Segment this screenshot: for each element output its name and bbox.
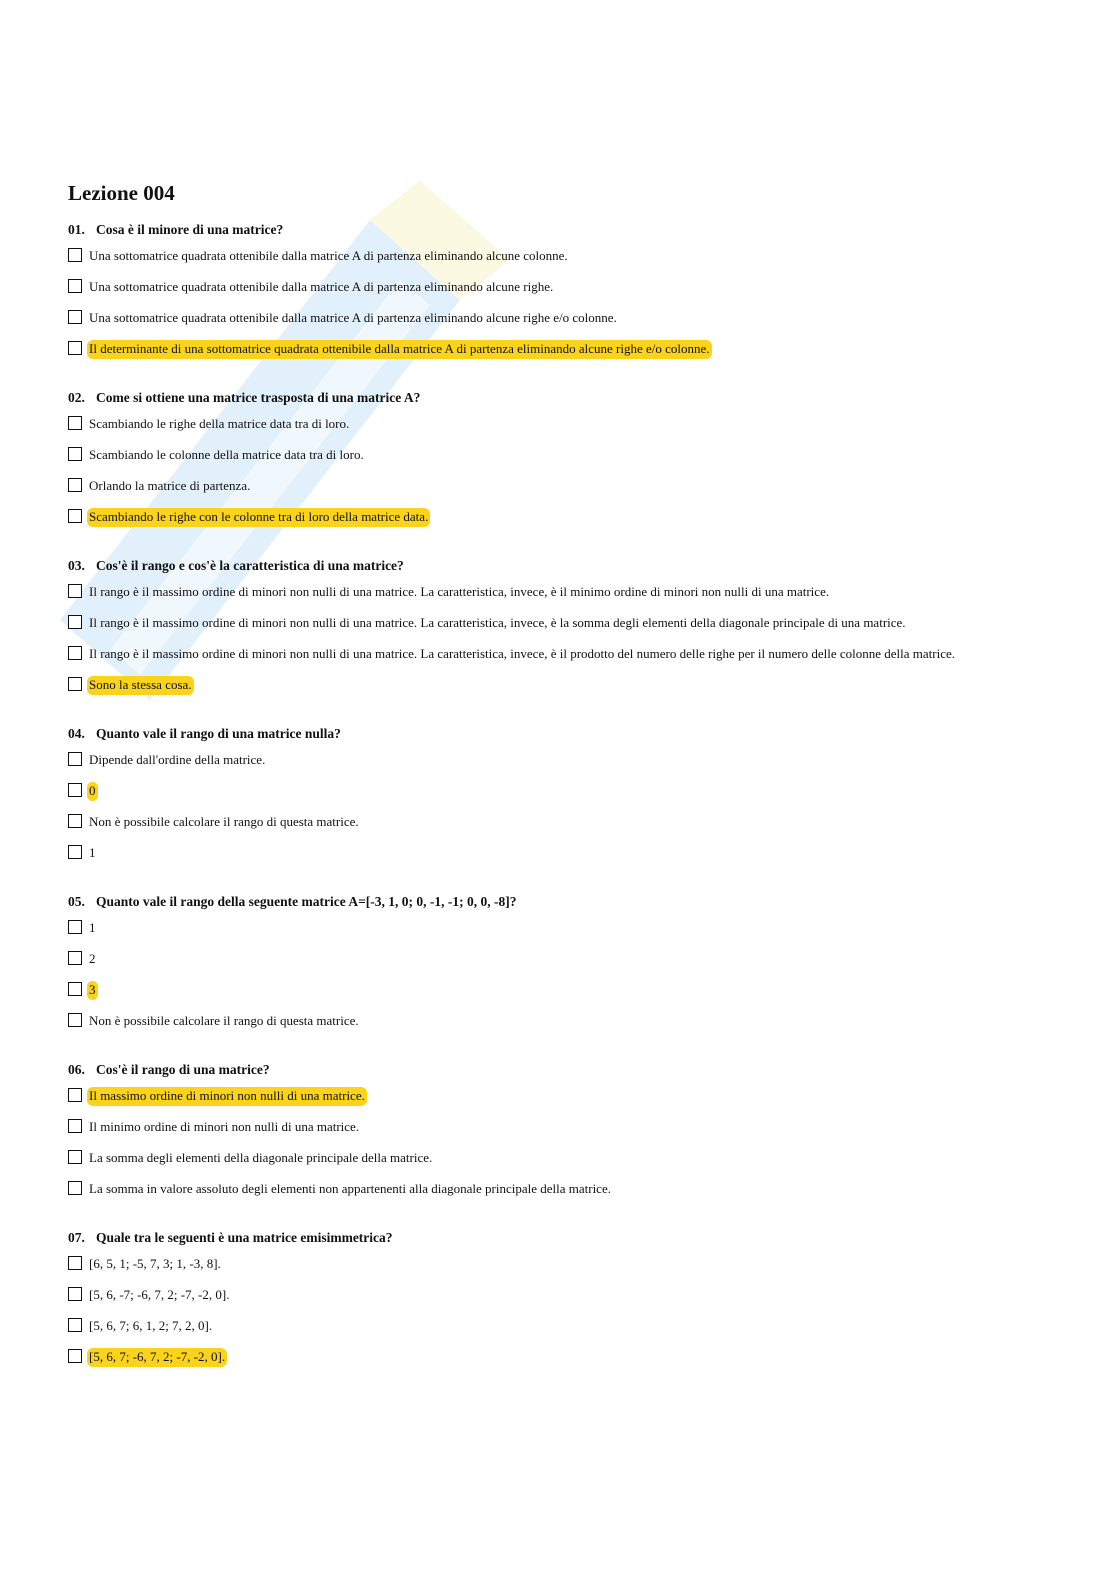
answer-text-highlighted: 3	[87, 981, 98, 1000]
answer-checkbox[interactable]	[68, 1318, 82, 1332]
answer-text: Scambiando le righe della matrice data tra di loro.	[89, 416, 350, 431]
answer-checkbox[interactable]	[68, 279, 82, 293]
answer-text: Orlando la matrice di partenza.	[89, 478, 251, 493]
answer-text: [5, 6, 7; 6, 1, 2; 7, 2, 0].	[89, 1318, 213, 1333]
answer-checkbox[interactable]	[68, 951, 82, 965]
answer-checkbox[interactable]	[68, 1013, 82, 1027]
answer-checkbox[interactable]	[68, 310, 82, 324]
answer-option	[68, 677, 1048, 708]
answer-option	[68, 951, 1048, 982]
answer-checkbox[interactable]	[68, 1287, 82, 1301]
answer-option	[68, 1256, 1048, 1287]
answer-option	[68, 478, 1048, 509]
question-3	[68, 556, 1048, 708]
answer-option	[68, 783, 1048, 814]
answer-text: Il rango è il massimo ordine di minori non nulli di una matrice. La caratteristica, invece, è il minimo ordine di minori non nulli di una matrice.	[89, 584, 830, 599]
answer-text: La somma degli elementi della diagonale principale della matrice.	[89, 1150, 433, 1165]
question-title	[68, 556, 1048, 576]
question-title	[68, 1060, 1048, 1080]
answer-text: Una sottomatrice quadrata ottenibile dalla matrice A di partenza eliminando alcune righe e/o colonne.	[89, 310, 617, 325]
question-number: 06.	[68, 1062, 85, 1077]
question-title	[68, 1228, 1048, 1248]
answer-checkbox[interactable]	[68, 447, 82, 461]
answer-option	[68, 584, 1048, 615]
answer-checkbox[interactable]	[68, 1119, 82, 1133]
answer-option	[68, 1088, 1048, 1119]
answer-checkbox[interactable]	[68, 509, 82, 523]
question-number: 04.	[68, 726, 85, 741]
answer-checkbox[interactable]	[68, 982, 82, 996]
question-text: Come si ottiene una matrice trasposta di una matrice A?	[96, 390, 421, 405]
answer-option	[68, 1150, 1048, 1181]
question-1	[68, 220, 1048, 372]
question-6	[68, 1060, 1048, 1212]
answer-text: 1	[89, 845, 96, 860]
answer-checkbox[interactable]	[68, 1088, 82, 1102]
answer-option	[68, 1349, 1048, 1380]
answer-checkbox[interactable]	[68, 646, 82, 660]
answer-option	[68, 982, 1048, 1013]
answer-option	[68, 341, 1048, 372]
answer-option	[68, 752, 1048, 783]
answer-text-highlighted: 0	[87, 782, 98, 801]
answer-text: 1	[89, 920, 96, 935]
answer-text: Non è possibile calcolare il rango di questa matrice.	[89, 814, 359, 829]
answer-option	[68, 509, 1048, 540]
answer-option	[68, 416, 1048, 447]
answer-option	[68, 1013, 1048, 1044]
answer-option	[68, 1181, 1048, 1212]
answer-option	[68, 615, 1048, 646]
answer-checkbox[interactable]	[68, 845, 82, 859]
question-number: 02.	[68, 390, 85, 405]
question-text: Cos'è il rango e cos'è la caratteristica di una matrice?	[96, 558, 404, 573]
answer-checkbox[interactable]	[68, 584, 82, 598]
answer-text: Il minimo ordine di minori non nulli di una matrice.	[89, 1119, 360, 1134]
question-list	[68, 220, 1048, 1380]
answer-checkbox[interactable]	[68, 615, 82, 629]
answer-text: Il rango è il massimo ordine di minori non nulli di una matrice. La caratteristica, invece, è il prodotto del numero delle righe per il numero delle colonne della matrice.	[89, 646, 956, 661]
answer-option	[68, 920, 1048, 951]
question-text: Cosa è il minore di una matrice?	[96, 222, 284, 237]
question-4	[68, 724, 1048, 876]
answer-text: 2	[89, 951, 96, 966]
question-text: Quale tra le seguenti è una matrice emisimmetrica?	[96, 1230, 393, 1245]
answer-checkbox[interactable]	[68, 814, 82, 828]
answer-text: Non è possibile calcolare il rango di questa matrice.	[89, 1013, 359, 1028]
answer-checkbox[interactable]	[68, 920, 82, 934]
answer-checkbox[interactable]	[68, 248, 82, 262]
question-number: 03.	[68, 558, 85, 573]
question-text: Cos'è il rango di una matrice?	[96, 1062, 270, 1077]
answer-text: Il rango è il massimo ordine di minori non nulli di una matrice. La caratteristica, invece, è la somma degli elementi della diagonale principale di una matrice.	[89, 615, 906, 630]
answer-text: [6, 5, 1; -5, 7, 3; 1, -3, 8].	[89, 1256, 221, 1271]
question-text: Quanto vale il rango della seguente matrice A=[-3, 1, 0; 0, -1, -1; 0, 0, -8]?	[96, 894, 517, 909]
answer-text-highlighted: Sono la stessa cosa.	[87, 676, 194, 695]
question-title	[68, 220, 1048, 240]
answer-option	[68, 310, 1048, 341]
answer-text-highlighted: Il determinante di una sottomatrice quadrata ottenibile dalla matrice A di partenza eliminando alcune righe e/o colonne.	[87, 340, 712, 359]
answer-text-highlighted: [5, 6, 7; -6, 7, 2; -7, -2, 0].	[87, 1348, 227, 1367]
answer-checkbox[interactable]	[68, 783, 82, 797]
answer-checkbox[interactable]	[68, 677, 82, 691]
answer-option	[68, 1287, 1048, 1318]
answer-text: [5, 6, -7; -6, 7, 2; -7, -2, 0].	[89, 1287, 230, 1302]
question-number: 01.	[68, 222, 85, 237]
answer-checkbox[interactable]	[68, 1349, 82, 1363]
answer-text: Scambiando le colonne della matrice data tra di loro.	[89, 447, 364, 462]
answer-text: Una sottomatrice quadrata ottenibile dalla matrice A di partenza eliminando alcune righe.	[89, 279, 554, 294]
question-number: 05.	[68, 894, 85, 909]
question-2	[68, 388, 1048, 540]
question-title	[68, 724, 1048, 744]
question-title	[68, 388, 1048, 408]
answer-checkbox[interactable]	[68, 1181, 82, 1195]
answer-option	[68, 646, 1048, 677]
answer-checkbox[interactable]	[68, 1256, 82, 1270]
question-title	[68, 892, 1048, 912]
answer-text: La somma in valore assoluto degli elementi non appartenenti alla diagonale principale della matrice.	[89, 1181, 611, 1196]
document-page	[68, 180, 1048, 1396]
answer-option	[68, 814, 1048, 845]
answer-text-highlighted: Il massimo ordine di minori non nulli di una matrice.	[87, 1087, 367, 1106]
answer-checkbox[interactable]	[68, 478, 82, 492]
answer-option	[68, 1318, 1048, 1349]
answer-checkbox[interactable]	[68, 752, 82, 766]
answer-option	[68, 279, 1048, 310]
answer-text: Dipende dall'ordine della matrice.	[89, 752, 266, 767]
answer-checkbox[interactable]	[68, 416, 82, 430]
answer-checkbox[interactable]	[68, 1150, 82, 1164]
question-7	[68, 1228, 1048, 1380]
answer-text-highlighted: Scambiando le righe con le colonne tra di loro della matrice data.	[87, 508, 430, 527]
question-text: Quanto vale il rango di una matrice nulla?	[96, 726, 341, 741]
answer-option	[68, 447, 1048, 478]
question-5	[68, 892, 1048, 1044]
answer-text: Una sottomatrice quadrata ottenibile dalla matrice A di partenza eliminando alcune colonne.	[89, 248, 568, 263]
answer-option	[68, 248, 1048, 279]
question-number: 07.	[68, 1230, 85, 1245]
answer-option	[68, 845, 1048, 876]
answer-checkbox[interactable]	[68, 341, 82, 355]
answer-option	[68, 1119, 1048, 1150]
lesson-title: Lezione 004	[68, 181, 175, 205]
